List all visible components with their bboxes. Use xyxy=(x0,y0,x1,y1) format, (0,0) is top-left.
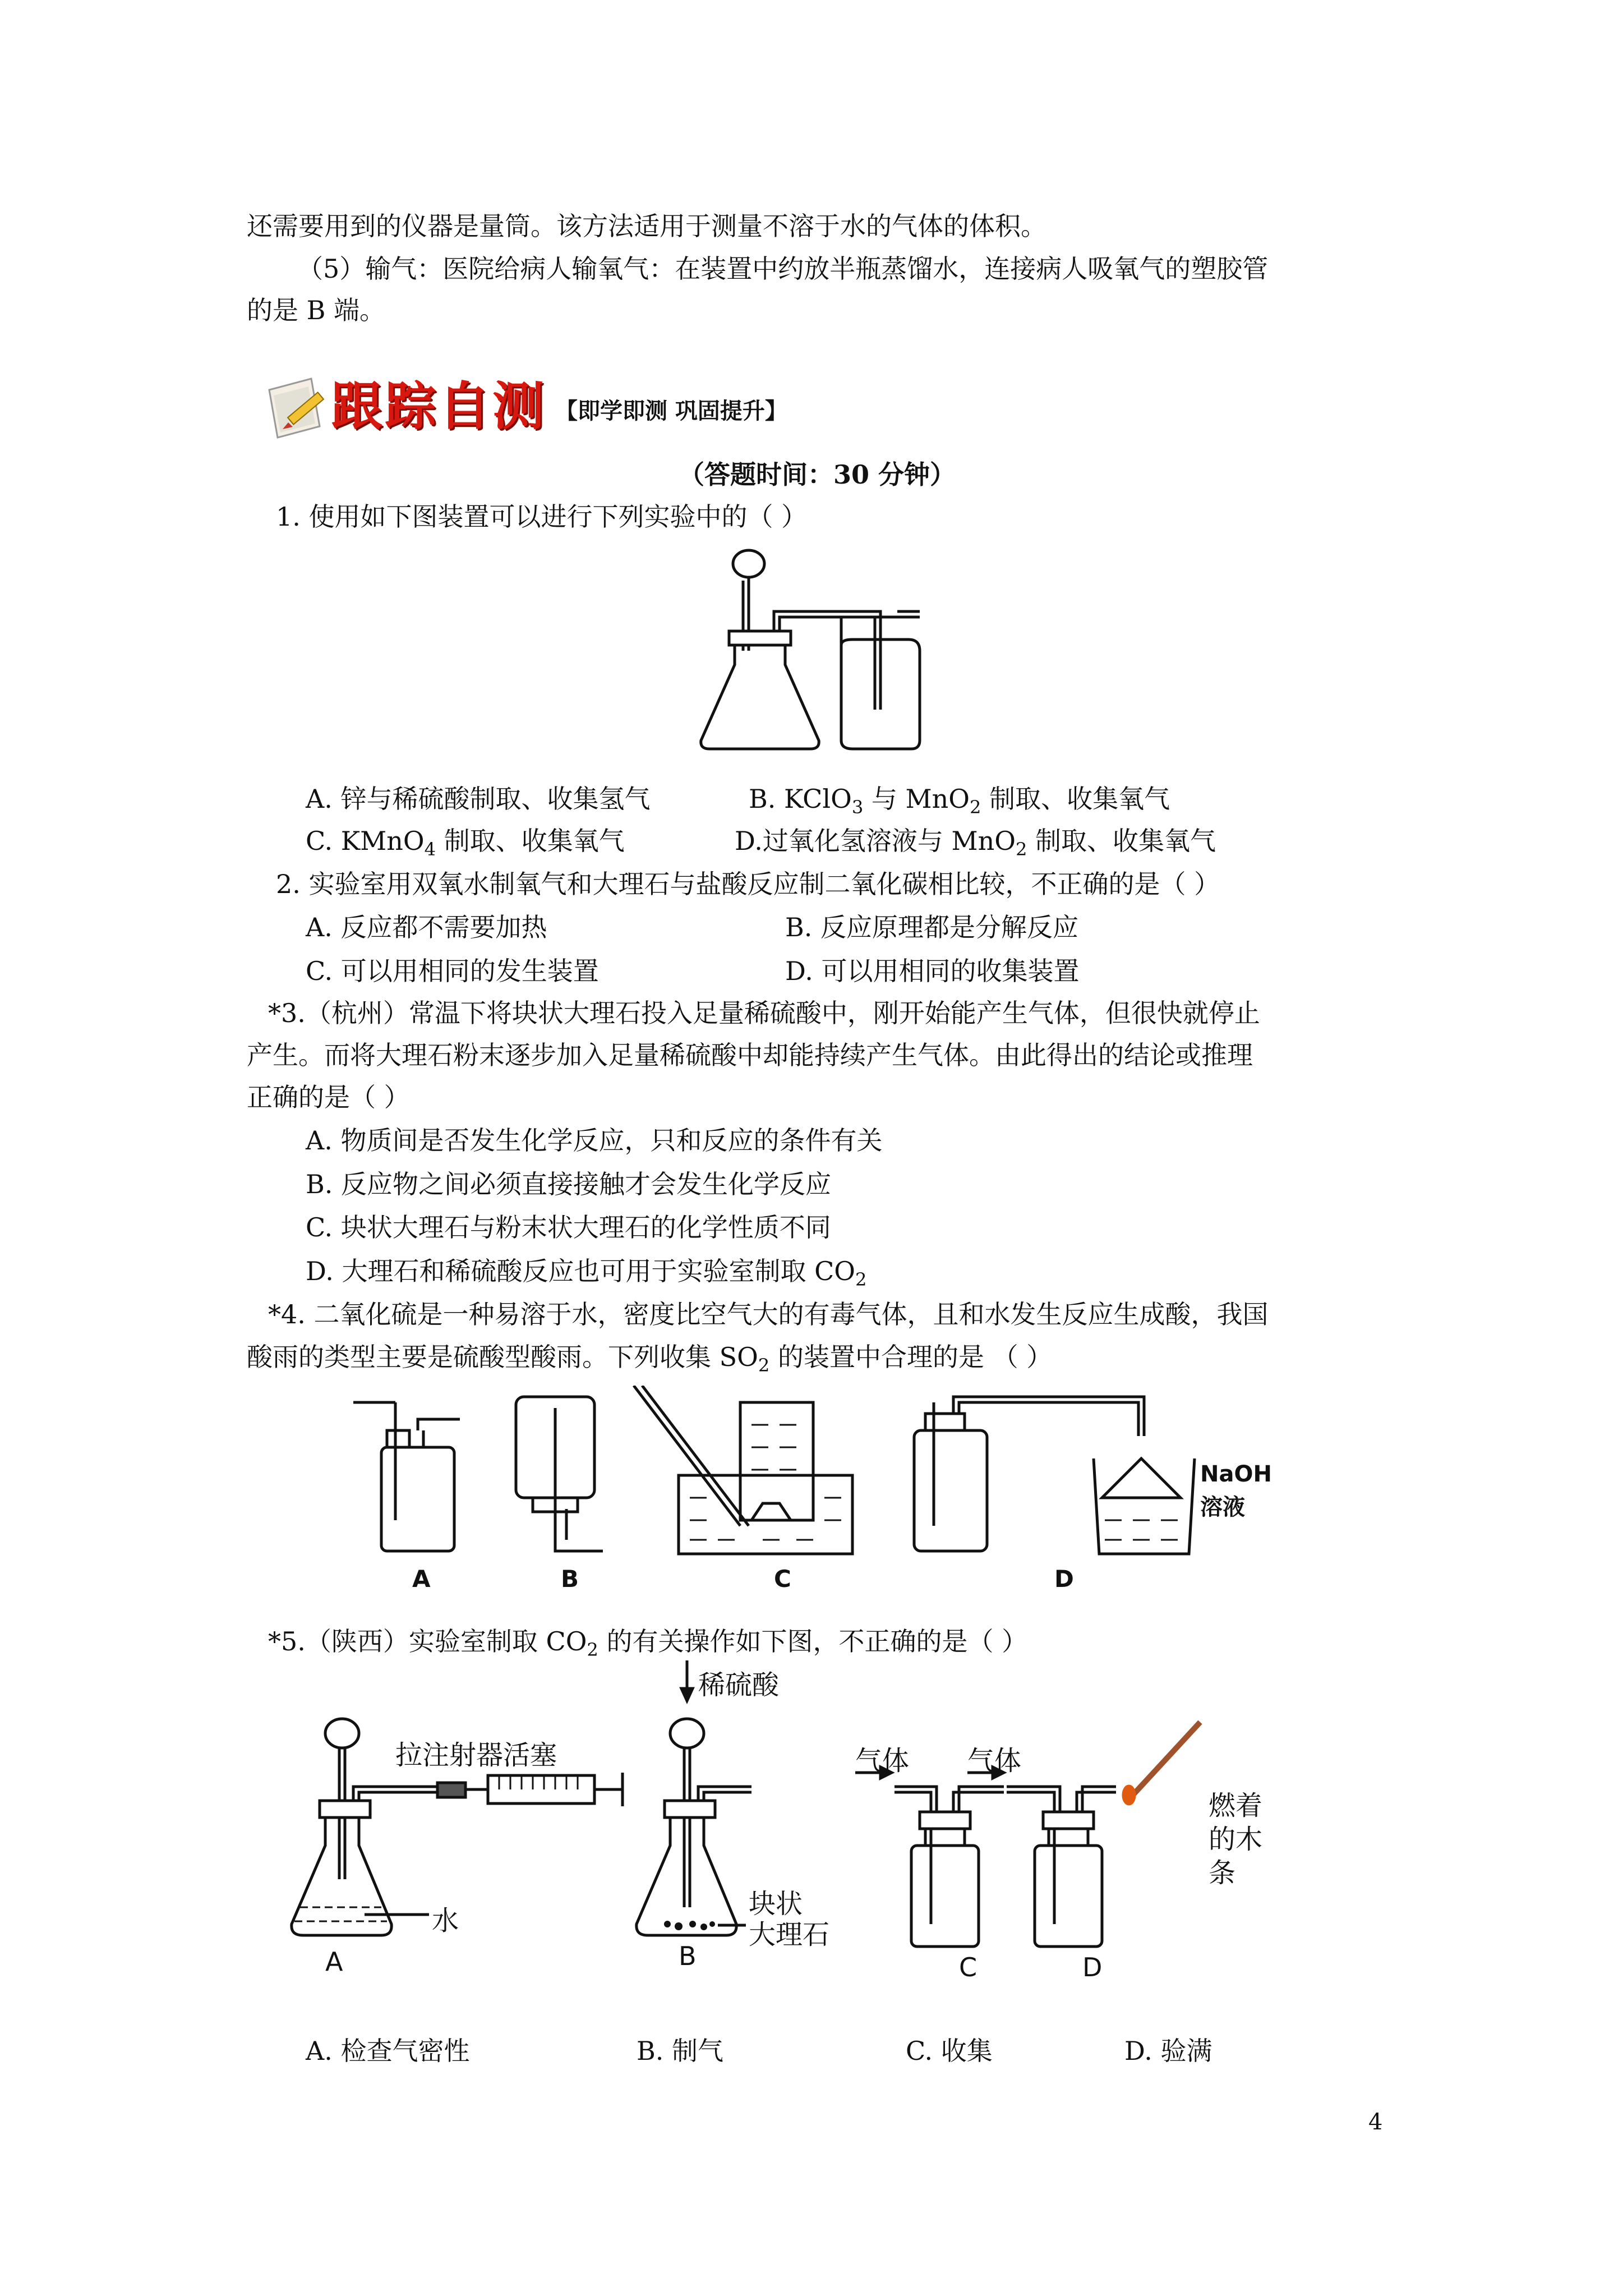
section-header xyxy=(264,373,858,446)
intro-line-1: 还需要用到的仪器是量筒。该方法适用于测量不溶于水的气体的体积。 xyxy=(247,211,1046,241)
q5-option-b: B. 制气 xyxy=(637,2036,724,2066)
q5-option-c: C. 收集 xyxy=(906,2036,993,2066)
section-title: 跟踪自测 xyxy=(331,376,547,436)
q4-line-1: *4. 二氧化硫是一种易溶于水，密度比空气大的有毒气体，且和水发生反应生成酸，我国 xyxy=(268,1299,1269,1329)
q5-label-stick-2: 的木 xyxy=(1209,1824,1263,1855)
intro-line-3: 的是 B 端。 xyxy=(247,295,386,325)
q3-line-3: 正确的是（ ） xyxy=(247,1082,410,1112)
q5-label-gas-1: 气体 xyxy=(855,1745,910,1777)
q5-fig-label-b: B xyxy=(679,1941,697,1971)
q5-figures xyxy=(280,1660,1346,2019)
q5-apparatus-c xyxy=(855,1767,1004,1947)
q2-option-d: D. 可以用相同的收集装置 xyxy=(785,956,1080,986)
q2-option-c: C. 可以用相同的发生装置 xyxy=(306,956,599,986)
q5-label-gas-2: 气体 xyxy=(967,1745,1022,1777)
q2-option-a: A. 反应都不需要加热 xyxy=(306,912,547,942)
q4-naoh-label-1: NaOH xyxy=(1200,1461,1272,1487)
q2-stem: 2. 实验室用双氧水制氧气和大理石与盐酸反应制二氧化碳相比较，不正确的是（ ） xyxy=(276,869,1220,899)
q5-label-marble-2: 大理石 xyxy=(749,1919,830,1950)
time-note: （答题时间：30 分钟） xyxy=(679,459,956,490)
q4-fig-label-b: B xyxy=(561,1565,579,1593)
page-number: 4 xyxy=(1368,2109,1383,2135)
q4-apparatus-d xyxy=(914,1397,1195,1554)
q3-line-2: 产生。而将大理石粉末逐步加入足量稀硫酸中却能持续产生气体。由此得出的结论或推理 xyxy=(247,1040,1253,1070)
q3-option-a: A. 物质间是否发生化学反应，只和反应的条件有关 xyxy=(306,1125,883,1156)
q4-fig-label-a: A xyxy=(412,1565,431,1593)
q4-apparatus-c xyxy=(634,1386,852,1554)
q4-apparatus-a xyxy=(353,1402,460,1551)
q5-stem: *5.（陕西）实验室制取 $CO_2$ 的有关操作如下图，不正确的是（ ） xyxy=(268,1626,1028,1661)
q1-option-c: C. KMnO$_4$ 制取、收集氧气 xyxy=(306,826,625,861)
q4-fig-label-d: D xyxy=(1054,1565,1074,1593)
q1-option-d: D.过氧化氢溶液与 MnO$_2$ 制取、收集氧气 xyxy=(735,826,1216,861)
q5-label-acid: 稀硫酸 xyxy=(698,1669,780,1701)
q5-label-marble-1: 块状 xyxy=(749,1888,803,1920)
q4-line-2: 酸雨的类型主要是硫酸型酸雨。下列收集 $SO_2$ 的装置中合理的是 （ ） xyxy=(247,1342,1053,1377)
q4-figures xyxy=(348,1386,1301,1599)
q5-fig-label-d: D xyxy=(1082,1952,1103,1982)
q4-naoh-label-2: 溶液 xyxy=(1200,1494,1245,1520)
q3-option-b: B. 反应物之间必须直接接触才会发生化学反应 xyxy=(306,1169,832,1199)
intro-line-2: （5）输气：医院给病人输氧气：在装置中约放半瓶蒸馏水，连接病人吸氧气的塑胶管 xyxy=(297,254,1269,284)
q3-option-c: C. 块状大理石与粉末状大理石的化学性质不同 xyxy=(306,1212,831,1243)
q1-option-a: A. 锌与稀硫酸制取、收集氢气 xyxy=(306,784,651,814)
q3-option-d: D. 大理石和稀硫酸反应也可用于实验室制取 $CO_2$ xyxy=(306,1256,867,1291)
q1-apparatus-figure xyxy=(690,547,937,760)
q5-label-water: 水 xyxy=(432,1905,459,1936)
q1-stem: 1. 使用如下图装置可以进行下列实验中的（ ） xyxy=(276,501,808,532)
q5-label-stick-1: 燃着 xyxy=(1209,1790,1263,1821)
q5-label-syringe: 拉注射器活塞 xyxy=(395,1740,557,1771)
q1-option-b: B. KClO$_3$ 与 MnO$_2$ 制取、收集氧气 xyxy=(749,784,1170,818)
q4-apparatus-b xyxy=(516,1397,603,1551)
q2-option-b: B. 反应原理都是分解反应 xyxy=(785,912,1079,942)
q5-label-stick-3: 条 xyxy=(1209,1857,1236,1889)
q5-fig-label-c: C xyxy=(959,1952,978,1982)
q4-fig-label-c: C xyxy=(774,1565,791,1593)
section-subtitle: 【即学即测 巩固提升】 xyxy=(555,398,787,424)
notebook-pencil-icon xyxy=(264,373,331,446)
q3-line-1: *3.（杭州）常温下将块状大理石投入足量稀硫酸中，刚开始能产生气体，但很快就停止 xyxy=(268,998,1260,1028)
q5-option-d: D. 验满 xyxy=(1124,2036,1212,2066)
q5-fig-label-a: A xyxy=(325,1947,343,1977)
q5-option-a: A. 检查气密性 xyxy=(306,2036,470,2066)
